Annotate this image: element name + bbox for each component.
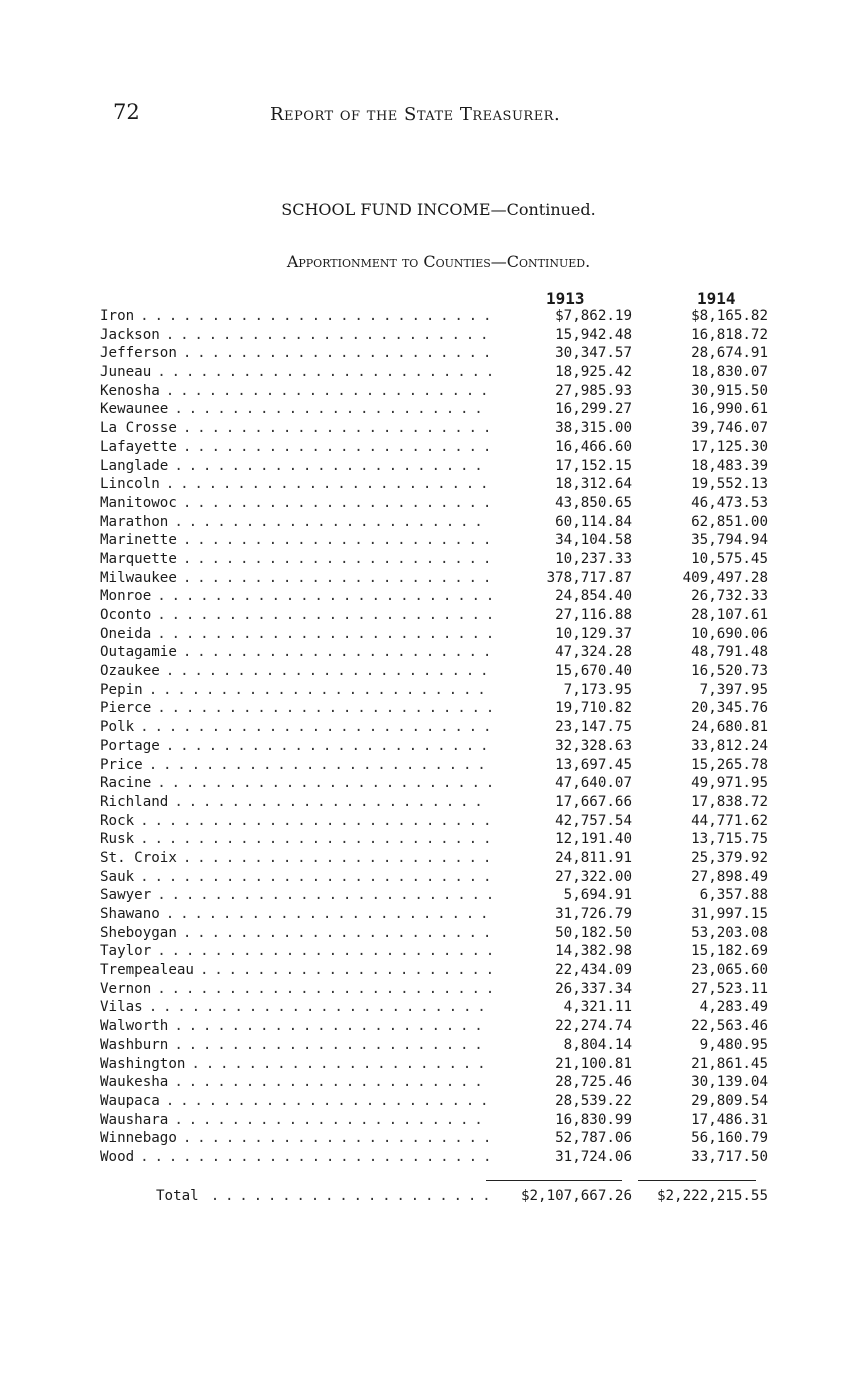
dot-leader xyxy=(183,550,492,569)
value-1914: 46,473.53 xyxy=(691,494,768,511)
value-1913: 50,182.50 xyxy=(555,924,632,941)
table-row xyxy=(100,606,780,625)
value-1913: 15,942.48 xyxy=(555,326,632,343)
county-name: Sawyer xyxy=(100,887,152,904)
dot-leader xyxy=(140,1148,492,1167)
dot-leader xyxy=(166,382,492,401)
value-1913: 16,299.27 xyxy=(555,401,632,418)
table-row xyxy=(100,718,780,737)
value-1914: 18,830.07 xyxy=(691,364,768,381)
dot-leader xyxy=(174,1073,492,1092)
dot-leader xyxy=(140,307,492,326)
dot-leader xyxy=(149,681,492,700)
dot-leader xyxy=(157,699,492,718)
value-1913: 12,191.40 xyxy=(555,831,632,848)
value-1914: 28,107.61 xyxy=(691,607,768,623)
value-1913: 27,322.00 xyxy=(555,868,632,885)
page-number: 72 xyxy=(113,100,140,124)
table-row xyxy=(100,531,780,550)
dot-leader xyxy=(166,662,492,681)
value-1913: 27,116.88 xyxy=(555,607,632,623)
table-row xyxy=(100,868,780,887)
county-name: Waupaca xyxy=(100,1092,160,1109)
value-1914: 16,818.72 xyxy=(691,326,768,343)
county-name: Rock xyxy=(100,812,135,829)
value-1913: 30,347.57 xyxy=(555,345,632,362)
dot-leader xyxy=(157,587,492,606)
value-1913: 378,717.87 xyxy=(546,569,632,586)
value-1914: 53,203.08 xyxy=(691,924,768,941)
dot-leader xyxy=(174,457,492,476)
dot-leader xyxy=(183,924,492,943)
dot-leader xyxy=(174,1017,492,1036)
value-1914: 26,732.33 xyxy=(691,588,768,605)
dot-leader xyxy=(157,774,492,793)
table-row xyxy=(100,1073,780,1092)
table-row xyxy=(100,1092,780,1111)
table-row xyxy=(100,513,780,532)
value-1913: 18,925.42 xyxy=(555,364,632,381)
table-row xyxy=(100,662,780,681)
table-row xyxy=(100,326,780,345)
dot-leader xyxy=(183,438,492,457)
value-1914: 56,160.79 xyxy=(691,1130,768,1147)
county-name: Ozaukee xyxy=(100,663,160,680)
value-1913: 43,850.65 xyxy=(555,494,632,511)
table-row xyxy=(100,812,780,831)
dot-leader xyxy=(183,419,492,438)
dot-leader xyxy=(183,531,492,550)
county-name: Shawano xyxy=(100,906,160,922)
value-1913: 47,324.28 xyxy=(555,644,632,661)
value-1913: 31,724.06 xyxy=(555,1148,632,1165)
value-1914: 17,838.72 xyxy=(691,793,768,810)
table-row xyxy=(100,494,780,513)
value-1914: 27,898.49 xyxy=(691,868,768,885)
county-name: La Crosse xyxy=(100,420,177,437)
county-name: Pierce xyxy=(100,700,152,717)
value-1913: 26,337.34 xyxy=(555,980,632,997)
value-1914: 25,379.92 xyxy=(691,849,768,866)
county-name: Kewaunee xyxy=(100,401,169,418)
value-1914: 22,563.46 xyxy=(691,1018,768,1035)
county-name: Iron xyxy=(100,308,135,324)
table-row xyxy=(100,886,780,905)
value-1914: 15,182.69 xyxy=(691,943,768,960)
value-1913: 4,321.11 xyxy=(563,999,632,1016)
dot-leader xyxy=(157,886,492,905)
dot-leader xyxy=(211,1185,496,1207)
dot-leader xyxy=(191,1055,492,1074)
table-row xyxy=(100,475,780,494)
value-1913: 16,830.99 xyxy=(555,1111,632,1128)
value-1913: $7,862.19 xyxy=(555,308,632,324)
value-1913: 10,129.37 xyxy=(555,625,632,642)
county-name: Price xyxy=(100,756,143,773)
table-row xyxy=(100,625,780,644)
value-1914: 28,674.91 xyxy=(691,345,768,362)
value-1914: 29,809.54 xyxy=(691,1092,768,1109)
running-head: Report of the State Treasurer. xyxy=(270,104,561,125)
table-row xyxy=(100,587,780,606)
county-name: Sheboygan xyxy=(100,924,177,941)
value-1913: 17,152.15 xyxy=(555,457,632,474)
dot-leader xyxy=(174,1111,492,1130)
apportionment-table xyxy=(100,307,780,1167)
sub-title: Apportionment to Counties—Continued. xyxy=(286,252,591,271)
value-1914: 49,971.95 xyxy=(691,775,768,792)
dot-leader xyxy=(157,363,492,382)
value-1914: 33,717.50 xyxy=(691,1148,768,1165)
value-1913: 52,787.06 xyxy=(555,1130,632,1147)
total-1913: $2,107,667.26 xyxy=(520,1188,632,1204)
value-1914: 16,520.73 xyxy=(691,663,768,680)
table-row xyxy=(100,1148,780,1167)
county-name: Langlade xyxy=(100,457,169,474)
value-1914: 13,715.75 xyxy=(691,831,768,848)
value-1913: 23,147.75 xyxy=(555,719,632,736)
value-1914: 33,812.24 xyxy=(691,737,768,754)
value-1914: 27,523.11 xyxy=(691,980,768,997)
total-rule-1914 xyxy=(638,1180,756,1181)
value-1914: 20,345.76 xyxy=(691,700,768,717)
value-1914: 30,915.50 xyxy=(691,382,768,399)
dot-leader xyxy=(200,961,492,980)
county-name: Oconto xyxy=(100,607,152,623)
county-name: Marinette xyxy=(100,532,177,549)
value-1913: 22,274.74 xyxy=(555,1018,632,1035)
value-1913: 31,726.79 xyxy=(555,906,632,922)
table-row xyxy=(100,643,780,662)
county-name: Waukesha xyxy=(100,1074,169,1091)
dot-leader xyxy=(140,812,492,831)
total-1914: $2,222,215.55 xyxy=(656,1188,768,1204)
section-title: SCHOOL FUND INCOME—Continued. xyxy=(281,200,596,219)
value-1913: 28,539.22 xyxy=(555,1092,632,1109)
dot-leader xyxy=(183,1129,492,1148)
value-1914: 18,483.39 xyxy=(691,457,768,474)
value-1914: 30,139.04 xyxy=(691,1074,768,1091)
county-name: Waushara xyxy=(100,1111,169,1128)
table-row xyxy=(100,550,780,569)
county-name: Manitowoc xyxy=(100,494,177,511)
table-row xyxy=(100,419,780,438)
value-1913: 13,697.45 xyxy=(555,756,632,773)
county-name: Outagamie xyxy=(100,644,177,661)
table-row xyxy=(100,849,780,868)
county-name: Milwaukee xyxy=(100,569,177,586)
value-1913: 17,667.66 xyxy=(555,793,632,810)
value-1914: 21,861.45 xyxy=(691,1055,768,1072)
dot-leader xyxy=(149,998,492,1017)
value-1914: 409,497.28 xyxy=(682,569,768,586)
table-row xyxy=(100,363,780,382)
county-name: Oneida xyxy=(100,625,152,642)
table-row xyxy=(100,438,780,457)
total-rule-1913 xyxy=(486,1180,622,1181)
value-1914: 6,357.88 xyxy=(699,887,768,904)
value-1913: 38,315.00 xyxy=(555,420,632,437)
value-1913: 27,985.93 xyxy=(555,382,632,399)
dot-leader xyxy=(166,326,492,345)
county-name: Washington xyxy=(100,1055,186,1072)
value-1914: 17,125.30 xyxy=(691,438,768,455)
table-row xyxy=(100,699,780,718)
table-row xyxy=(100,830,780,849)
value-1914: 4,283.49 xyxy=(699,999,768,1016)
table-row xyxy=(100,924,780,943)
value-1913: 32,328.63 xyxy=(555,737,632,754)
value-1913: 24,854.40 xyxy=(555,588,632,605)
value-1914: 39,746.07 xyxy=(691,420,768,437)
dot-leader xyxy=(166,737,492,756)
value-1914: 62,851.00 xyxy=(691,513,768,530)
county-name: Trempealeau xyxy=(100,962,194,979)
value-1914: 35,794.94 xyxy=(691,532,768,549)
value-1913: 7,173.95 xyxy=(563,681,632,698)
county-name: Juneau xyxy=(100,364,152,381)
county-name: Winnebago xyxy=(100,1130,177,1147)
dot-leader xyxy=(140,830,492,849)
value-1914: 16,990.61 xyxy=(691,401,768,418)
table-row xyxy=(100,980,780,999)
table-row xyxy=(100,1129,780,1148)
value-1914: 7,397.95 xyxy=(699,681,768,698)
dot-leader xyxy=(157,980,492,999)
total-row xyxy=(156,1185,768,1207)
dot-leader xyxy=(183,569,492,588)
table-row xyxy=(100,1036,780,1055)
value-1913: 22,434.09 xyxy=(555,962,632,979)
county-name: Pepin xyxy=(100,681,143,698)
value-1913: 34,104.58 xyxy=(555,532,632,549)
dot-leader xyxy=(174,400,492,419)
dot-leader xyxy=(166,905,492,924)
value-1914: $8,165.82 xyxy=(691,308,768,324)
county-name: Jackson xyxy=(100,326,160,343)
value-1913: 21,100.81 xyxy=(555,1055,632,1072)
value-1913: 8,804.14 xyxy=(563,1036,632,1053)
value-1913: 18,312.64 xyxy=(555,476,632,493)
value-1914: 9,480.95 xyxy=(699,1036,768,1053)
dot-leader xyxy=(140,868,492,887)
table-row xyxy=(100,774,780,793)
table-row xyxy=(100,1055,780,1074)
county-name: Kenosha xyxy=(100,382,160,399)
value-1914: 17,486.31 xyxy=(691,1111,768,1128)
county-name: Marquette xyxy=(100,550,177,567)
dot-leader xyxy=(157,625,492,644)
dot-leader xyxy=(174,1036,492,1055)
total-label: Total xyxy=(156,1188,199,1204)
dot-leader xyxy=(174,513,492,532)
table-row xyxy=(100,307,780,326)
county-name: Richland xyxy=(100,793,169,810)
value-1914: 44,771.62 xyxy=(691,812,768,829)
county-name: Polk xyxy=(100,719,135,736)
value-1913: 16,466.60 xyxy=(555,438,632,455)
table-row xyxy=(100,793,780,812)
table-row xyxy=(100,382,780,401)
table-row xyxy=(100,400,780,419)
dot-leader xyxy=(183,344,492,363)
table-row xyxy=(100,569,780,588)
value-1914: 24,680.81 xyxy=(691,719,768,736)
dot-leader xyxy=(157,942,492,961)
table-row xyxy=(100,344,780,363)
county-name: Racine xyxy=(100,775,152,792)
value-1913: 10,237.33 xyxy=(555,550,632,567)
table-row xyxy=(100,942,780,961)
value-1913: 42,757.54 xyxy=(555,812,632,829)
value-1913: 28,725.46 xyxy=(555,1074,632,1091)
value-1913: 5,694.91 xyxy=(563,887,632,904)
table-row xyxy=(100,457,780,476)
value-1914: 48,791.48 xyxy=(691,644,768,661)
county-name: Marathon xyxy=(100,513,169,530)
county-name: Monroe xyxy=(100,588,152,605)
value-1913: 60,114.84 xyxy=(555,513,632,530)
dot-leader xyxy=(166,475,492,494)
table-row xyxy=(100,961,780,980)
county-name: Portage xyxy=(100,737,160,754)
value-1914: 31,997.15 xyxy=(691,906,768,922)
value-1914: 10,690.06 xyxy=(691,625,768,642)
value-1914: 23,065.60 xyxy=(691,962,768,979)
column-header-1914: 1914 xyxy=(697,289,736,308)
county-name: Sauk xyxy=(100,868,135,885)
value-1914: 19,552.13 xyxy=(691,476,768,493)
county-name: Washburn xyxy=(100,1036,169,1053)
value-1913: 24,811.91 xyxy=(555,849,632,866)
dot-leader xyxy=(183,494,492,513)
dot-leader xyxy=(140,718,492,737)
dot-leader xyxy=(174,793,492,812)
dot-leader xyxy=(183,849,492,868)
value-1914: 15,265.78 xyxy=(691,756,768,773)
county-name: Wood xyxy=(100,1148,135,1165)
dot-leader xyxy=(166,1092,492,1111)
value-1913: 19,710.82 xyxy=(555,700,632,717)
value-1913: 15,670.40 xyxy=(555,663,632,680)
table-row xyxy=(100,756,780,775)
table-row xyxy=(100,737,780,756)
table-row xyxy=(100,1111,780,1130)
column-header-1913: 1913 xyxy=(546,289,585,308)
county-name: Lincoln xyxy=(100,476,160,493)
value-1913: 14,382.98 xyxy=(555,943,632,960)
county-name: Walworth xyxy=(100,1018,169,1035)
table-row xyxy=(100,1017,780,1036)
table-row xyxy=(100,998,780,1017)
dot-leader xyxy=(157,606,492,625)
dot-leader xyxy=(183,643,492,662)
dot-leader xyxy=(149,756,492,775)
value-1913: 47,640.07 xyxy=(555,775,632,792)
county-name: Taylor xyxy=(100,943,152,960)
county-name: Vernon xyxy=(100,980,152,997)
county-name: Jefferson xyxy=(100,345,177,362)
table-row xyxy=(100,681,780,700)
county-name: Rusk xyxy=(100,831,135,848)
county-name: St. Croix xyxy=(100,849,177,866)
county-name: Lafayette xyxy=(100,438,177,455)
value-1914: 10,575.45 xyxy=(691,550,768,567)
table-row xyxy=(100,905,780,924)
county-name: Vilas xyxy=(100,999,143,1016)
